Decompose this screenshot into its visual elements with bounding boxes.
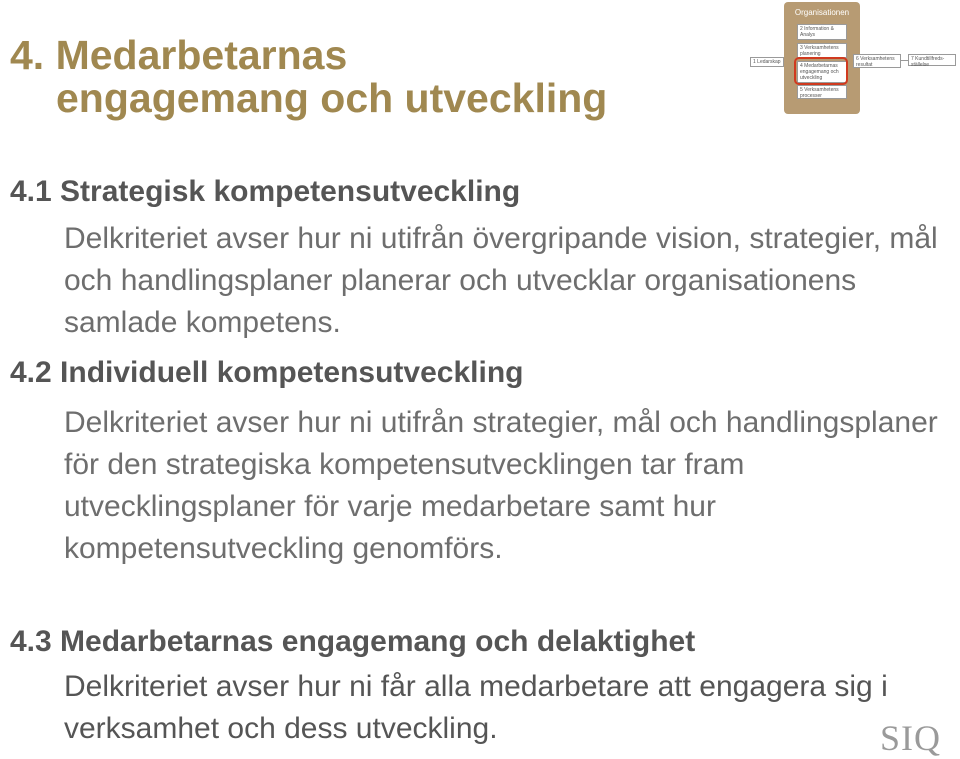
section-text: Delkriteriet avser hur ni får alla medarbetare att engagera sig i verksamhet och dess utveckling. — [64, 670, 888, 745]
section-4-3 — [10, 624, 960, 750]
diagram-box-4: 4 Medarbetarnas engagemang och utveckling — [797, 61, 847, 83]
section-text: Delkriteriet avser hur ni utifrån övergripande vision, strategier, mål och handlingsplaner planerar och utvecklar organisationens samlade kompetens. — [64, 222, 938, 339]
section-heading: 4.2 Individuell kompetensutveckling — [10, 356, 524, 389]
siq-logo: SIQ — [880, 718, 942, 758]
diagram-box-2: 2 Information & Analys — [797, 24, 847, 40]
connector-6-7 — [901, 60, 908, 61]
slide-title-line2: engagemang och utveckling — [56, 75, 608, 121]
diagram-box-7: 7 Kundtillfreds-ställelse — [908, 54, 956, 66]
section-text: Delkriteriet avser hur ni utifrån strategier, mål och handlingsplaner för den strategiska kompetensutvecklingen tar fram utvecklingsplaner för varje medarbetare samt hur kompetensutveckling genomförs. — [64, 406, 938, 565]
section-heading: 4.3 Medarbetarnas engagemang och delaktighet — [10, 625, 696, 658]
section-heading: 4.1 Strategisk kompetensutveckling — [10, 175, 521, 208]
model-diagram — [750, 0, 960, 118]
slide-title-line1: 4. Medarbetarnas — [10, 32, 348, 78]
section-4-2 — [10, 355, 960, 570]
section-4-1 — [10, 174, 960, 344]
diagram-box-1: 1 Ledarskap — [750, 57, 784, 67]
slide-title — [10, 34, 607, 120]
organisation-group-title: Organisationen — [794, 8, 850, 17]
diagram-box-3: 3 Verksamhetens planering — [797, 43, 847, 58]
highlight-ring — [794, 57, 848, 85]
diagram-box-6: 6 Verksamhetens resultat — [853, 54, 901, 68]
diagram-box-5: 5 Verksamhetens processer — [797, 85, 847, 99]
